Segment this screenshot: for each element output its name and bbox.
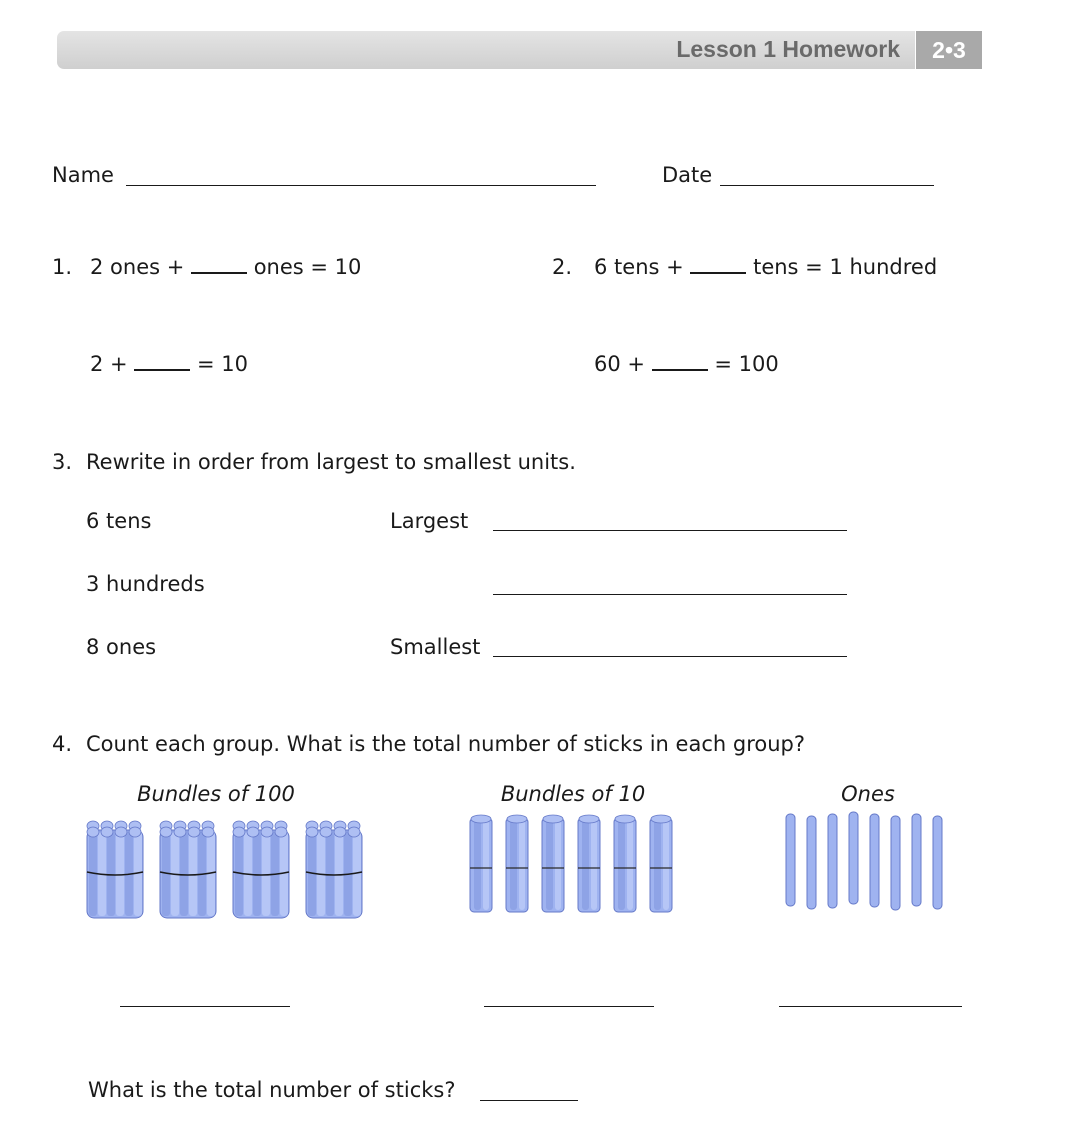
q3-answer-line-1[interactable] [493,530,847,531]
name-field[interactable] [126,185,596,186]
ten-bundle [506,815,528,912]
hundred-bundle [87,821,143,918]
q1-text-b: ones = 10 [253,255,362,279]
ones-answer-line[interactable] [779,1006,962,1007]
q1-number: 1. [52,255,73,279]
one-stick [786,814,795,906]
ten-bundle [614,815,636,912]
hundreds-bundles [80,815,375,925]
name-label: Name [52,163,114,187]
lesson-badge: 2•3 [916,31,982,69]
hundred-bundle [160,821,216,918]
one-stick [807,816,816,909]
ten-bundle [542,815,564,912]
one-stick [849,812,858,904]
date-field[interactable] [720,185,934,186]
one-stick [828,814,837,908]
q2-text-b: tens = 1 hundred [753,255,938,279]
q2-text-a: 6 tens + [594,255,684,279]
q3-prompt: Rewrite in order from largest to smallest units. [86,450,576,474]
tens-answer-line[interactable] [484,1006,654,1007]
group-title-ones: Ones [841,782,895,806]
q3-largest-label: Largest [390,509,469,533]
q4-number: 4. [52,732,73,756]
one-stick [933,816,942,909]
q4-prompt: Count each group. What is the total number of sticks in each group? [86,732,805,756]
q2-blank-1[interactable] [690,271,746,274]
q3-answer-line-2[interactable] [493,594,847,595]
one-stick [912,814,921,906]
q1-blank-1[interactable] [191,271,247,274]
tens-bundles [462,812,692,917]
q3-answer-line-3[interactable] [493,656,847,657]
q1-blank-2[interactable] [134,368,190,371]
one-stick [891,816,900,910]
ten-bundle [578,815,600,912]
q3-number: 3. [52,450,73,474]
total-answer-line[interactable] [480,1100,578,1101]
q3-item-ones: 8 ones [86,635,157,659]
q1-line1 [90,255,361,279]
q3-item-tens: 6 tens [86,509,152,533]
q1-text-a: 2 ones + [90,255,185,279]
ten-bundle [650,815,672,912]
ten-bundle [470,815,492,912]
q2-blank-2[interactable] [652,368,708,371]
hundred-bundle [306,821,362,918]
lesson-title: Lesson 1 Homework [676,36,900,62]
total-prompt: What is the total number of sticks? [88,1078,456,1102]
q3-item-hundreds: 3 hundreds [86,572,205,596]
q2-text-c: 60 + [594,352,645,376]
q1-text-c: 2 + [90,352,128,376]
hundred-bundle [233,821,289,918]
q3-smallest-label: Smallest [390,635,481,659]
hundreds-answer-line[interactable] [120,1006,290,1007]
q2-number: 2. [552,255,573,279]
group-title-hundreds: Bundles of 100 [137,782,295,806]
q1-line2 [90,352,248,376]
one-stick [870,814,879,907]
q2-line1 [594,255,937,279]
q1-text-d: = 10 [197,352,249,376]
q2-line2 [594,352,779,376]
group-title-tens: Bundles of 10 [500,782,646,806]
date-label: Date [662,163,713,187]
ones-sticks [780,808,960,916]
q2-text-d: = 100 [714,352,779,376]
